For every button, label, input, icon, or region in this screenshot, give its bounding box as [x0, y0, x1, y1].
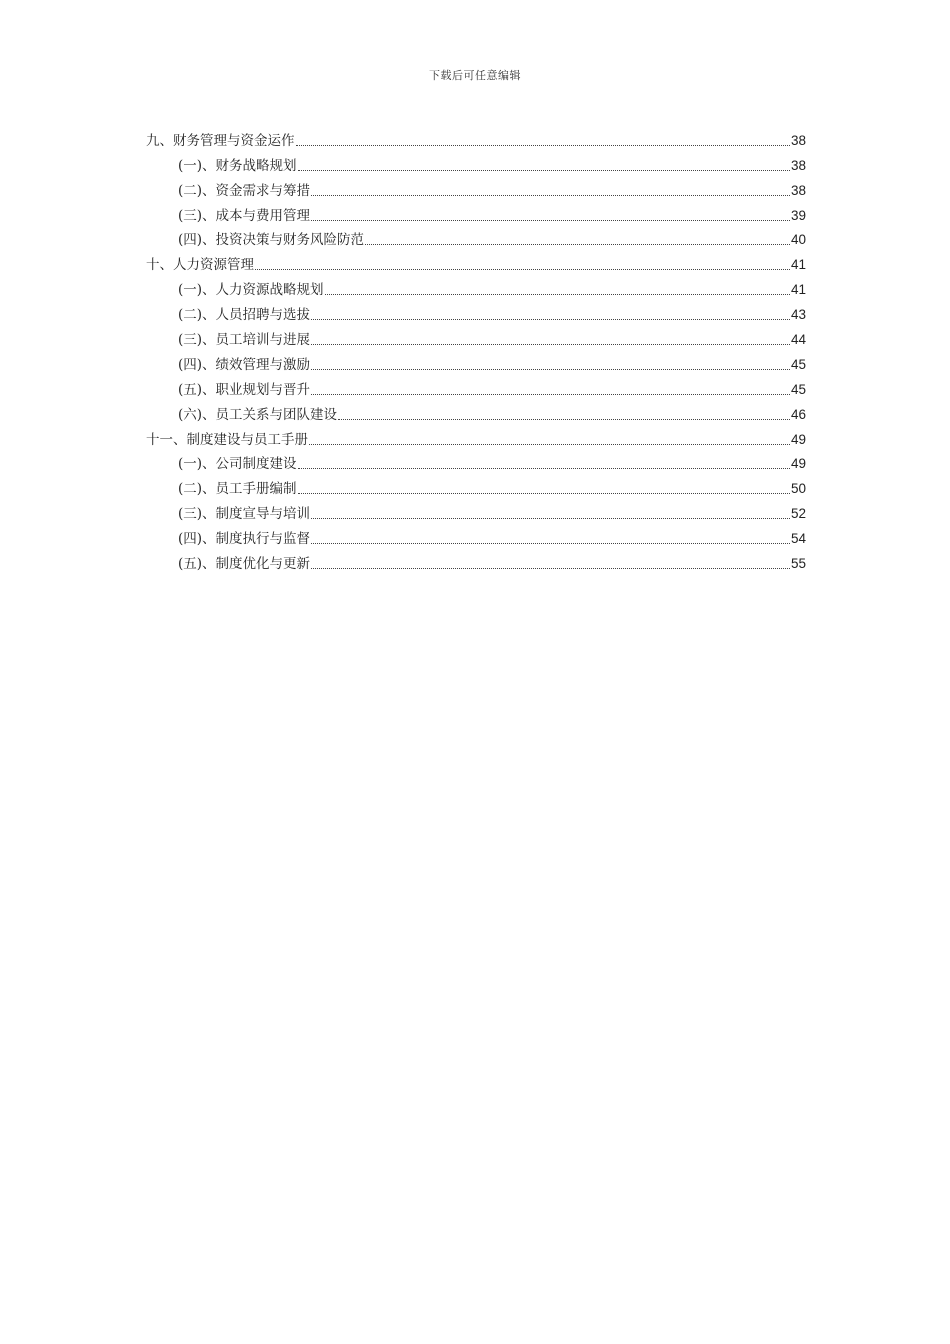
toc-leader-dots: [311, 542, 790, 544]
toc-entry-page: 41: [790, 282, 806, 298]
toc-entry-page: 43: [790, 307, 806, 323]
toc-leader-dots: [298, 492, 790, 494]
toc-entry-page: 39: [790, 207, 806, 223]
toc-leader-dots: [311, 318, 790, 320]
toc-entry-page: 45: [790, 356, 806, 372]
toc-entry[interactable]: [146, 250, 806, 275]
toc-entry-label: (三)、制度宣导与培训: [178, 506, 311, 523]
toc-entry-page: 45: [790, 381, 806, 397]
toc-leader-dots: [296, 144, 790, 146]
toc-leader-dots: [311, 219, 790, 221]
toc-entry[interactable]: [146, 549, 806, 574]
toc-entry[interactable]: [146, 524, 806, 549]
toc-entry[interactable]: [146, 325, 806, 350]
toc-entry[interactable]: [146, 275, 806, 300]
toc-entry[interactable]: [146, 151, 806, 176]
toc-entry-label: (一)、财务战略规划: [178, 157, 297, 174]
toc-entry-label: (一)、公司制度建设: [178, 456, 297, 473]
toc-entry[interactable]: [146, 400, 806, 425]
toc-entry-page: 50: [790, 481, 806, 497]
toc-entry-page: 44: [790, 332, 806, 348]
toc-entry-label: (二)、人员招聘与选拔: [178, 307, 311, 324]
toc-entry-label: (二)、员工手册编制: [178, 481, 297, 498]
toc-entry[interactable]: [146, 499, 806, 524]
toc-entry[interactable]: [146, 425, 806, 450]
header-note: 下载后可任意编辑: [429, 69, 521, 82]
toc-entry-label: (三)、成本与费用管理: [178, 207, 311, 224]
toc-entry-page: 40: [790, 232, 806, 248]
toc-entry-page: 46: [790, 406, 806, 422]
toc-entry-label: (六)、员工关系与团队建设: [178, 406, 338, 423]
toc-entry[interactable]: [146, 375, 806, 400]
toc-leader-dots: [298, 467, 790, 469]
table-of-contents: [146, 126, 806, 574]
toc-leader-dots: [311, 393, 790, 395]
toc-entry-page: 55: [790, 556, 806, 572]
toc-entry-page: 49: [790, 456, 806, 472]
toc-entry-label: (四)、制度执行与监督: [178, 531, 311, 548]
toc-entry-label: (二)、资金需求与筹措: [178, 182, 311, 199]
toc-leader-dots: [311, 368, 790, 370]
toc-leader-dots: [311, 343, 790, 345]
toc-entry-label: (四)、绩效管理与激励: [178, 356, 311, 373]
toc-entry-label: (一)、人力资源战略规划: [178, 282, 324, 299]
toc-entry-label: (五)、职业规划与晋升: [178, 381, 311, 398]
toc-leader-dots: [255, 268, 790, 270]
toc-leader-dots: [311, 194, 790, 196]
toc-entry-label: 十、人力资源管理: [146, 257, 254, 274]
toc-leader-dots: [298, 169, 790, 171]
toc-entry-page: 38: [790, 182, 806, 198]
toc-leader-dots: [325, 293, 790, 295]
toc-entry-page: 38: [790, 157, 806, 173]
toc-entry-page: 38: [790, 132, 806, 148]
toc-entry[interactable]: [146, 176, 806, 201]
toc-leader-dots: [365, 243, 790, 245]
toc-leader-dots: [311, 517, 790, 519]
toc-leader-dots: [338, 418, 790, 420]
toc-entry-page: 49: [790, 431, 806, 447]
toc-entry[interactable]: [146, 450, 806, 475]
toc-entry-page: 41: [790, 257, 806, 273]
toc-entry-label: (五)、制度优化与更新: [178, 556, 311, 573]
toc-entry-page: 52: [790, 506, 806, 522]
toc-entry[interactable]: [146, 300, 806, 325]
toc-entry[interactable]: [146, 226, 806, 251]
toc-leader-dots: [309, 443, 790, 445]
toc-entry[interactable]: [146, 350, 806, 375]
toc-entry-label: 十一、制度建设与员工手册: [146, 431, 308, 448]
toc-entry[interactable]: [146, 126, 806, 151]
toc-entry[interactable]: [146, 474, 806, 499]
toc-entry-page: 54: [790, 531, 806, 547]
toc-entry-label: 九、财务管理与资金运作: [146, 132, 295, 149]
toc-entry-label: (四)、投资决策与财务风险防范: [178, 232, 365, 249]
toc-entry-label: (三)、员工培训与进展: [178, 332, 311, 349]
toc-leader-dots: [311, 567, 790, 569]
toc-entry[interactable]: [146, 201, 806, 226]
